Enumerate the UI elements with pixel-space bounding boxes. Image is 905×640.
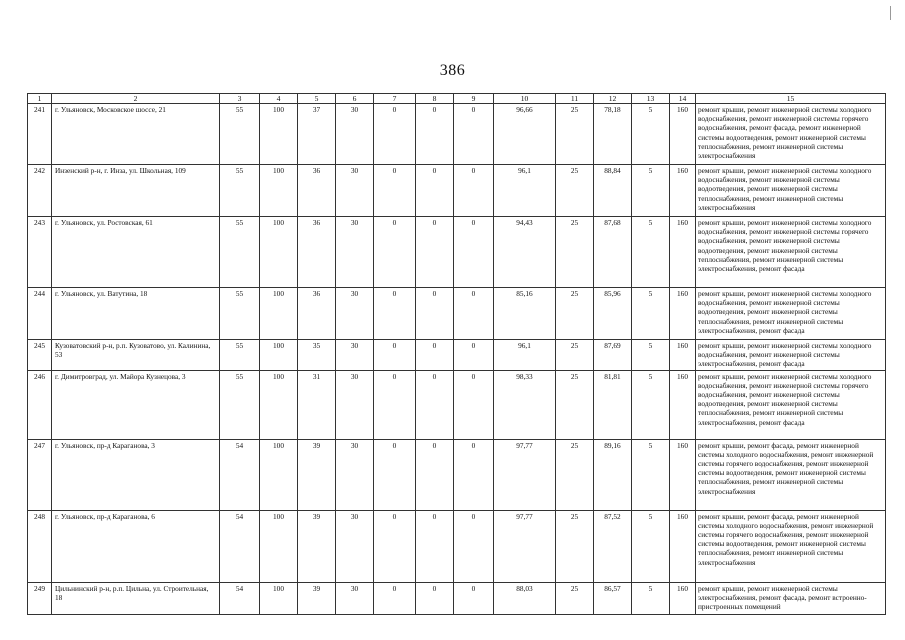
cell-col-12: 89,16: [594, 439, 632, 510]
cell-col-14: 160: [670, 340, 696, 371]
cell-works-list: ремонт крыши, ремонт инженерной системы холодного водоснабжения, ремонт инженерной системы горячего водоснабжения, ремонт инженерной системы водоотведения, ремонт инженерной системы теплоснабжения, ремонт инженерной системы электроснабжения, ремонт фасада: [696, 217, 886, 288]
cell-col-9: 0: [454, 439, 494, 510]
cell-address: г. Ульяновск, пр-д Караганова, 3: [52, 439, 220, 510]
cell-col-7: 0: [374, 340, 416, 371]
cell-row-number: 246: [28, 370, 52, 439]
cell-col-5: 39: [298, 582, 336, 614]
cell-col-3: 54: [220, 582, 260, 614]
cell-col-3: 55: [220, 370, 260, 439]
cell-col-10: 85,16: [494, 288, 556, 340]
cell-col-10: 97,77: [494, 439, 556, 510]
table-row: [28, 340, 886, 371]
cell-col-9: 0: [454, 165, 494, 217]
cell-col-7: 0: [374, 582, 416, 614]
cell-col-7: 0: [374, 370, 416, 439]
cell-col-11: 25: [556, 510, 594, 582]
cell-col-11: 25: [556, 165, 594, 217]
cell-col-8: 0: [416, 165, 454, 217]
cell-works-list: ремонт крыши, ремонт инженерной системы холодного водоснабжения, ремонт инженерной системы горячего водоснабжения, ремонт фасада, ремонт инженерной системы водоотведения, ремонт инженерной системы теплоснабжения, ремонт инженерной системы электроснабжения: [696, 104, 886, 165]
column-header-4: 4: [260, 94, 298, 104]
cell-row-number: 248: [28, 510, 52, 582]
cell-col-14: 160: [670, 288, 696, 340]
cell-col-6: 30: [336, 288, 374, 340]
cell-works-list: ремонт крыши, ремонт инженерной системы электроснабжения, ремонт фасада, ремонт встроенно-пристроенных помещений: [696, 582, 886, 614]
cell-col-13: 5: [632, 288, 670, 340]
cell-col-4: 100: [260, 217, 298, 288]
table-header: [28, 94, 886, 104]
cell-works-list: ремонт крыши, ремонт инженерной системы холодного водоснабжения, ремонт инженерной системы водоотведения, ремонт инженерной системы теплоснабжения, ремонт инженерной системы электроснабжения, ремонт фасада: [696, 288, 886, 340]
column-header-9: 9: [454, 94, 494, 104]
column-header-2: 2: [52, 94, 220, 104]
cell-col-8: 0: [416, 340, 454, 371]
column-header-6: 6: [336, 94, 374, 104]
cell-address: Цильнинский р-н, р.п. Цильна, ул. Строительная, 18: [52, 582, 220, 614]
page-number: 386: [439, 62, 466, 79]
cell-col-9: 0: [454, 582, 494, 614]
cell-row-number: 241: [28, 104, 52, 165]
cell-col-12: 78,18: [594, 104, 632, 165]
cell-col-3: 55: [220, 340, 260, 371]
cell-col-12: 87,68: [594, 217, 632, 288]
column-header-14: 14: [670, 94, 696, 104]
cell-col-3: 55: [220, 288, 260, 340]
corner-mark: [890, 6, 891, 20]
cell-col-5: 39: [298, 439, 336, 510]
cell-col-3: 55: [220, 104, 260, 165]
cell-col-6: 30: [336, 582, 374, 614]
cell-col-8: 0: [416, 439, 454, 510]
cell-col-14: 160: [670, 370, 696, 439]
cell-col-14: 160: [670, 439, 696, 510]
cell-col-11: 25: [556, 340, 594, 371]
column-header-1: 1: [28, 94, 52, 104]
cell-col-9: 0: [454, 288, 494, 340]
cell-col-12: 86,57: [594, 582, 632, 614]
cell-col-3: 54: [220, 439, 260, 510]
table-row: [28, 582, 886, 614]
column-header-15: 15: [696, 94, 886, 104]
cell-row-number: 243: [28, 217, 52, 288]
column-header-11: 11: [556, 94, 594, 104]
cell-col-6: 30: [336, 165, 374, 217]
cell-col-11: 25: [556, 288, 594, 340]
cell-works-list: ремонт крыши, ремонт фасада, ремонт инженерной системы холодного водоснабжения, ремонт инженерной системы горячего водоснабжения, ремонт инженерной системы водоотведения, ремонт инженерной системы теплоснабжения, ремонт инженерной системы электроснабжения: [696, 510, 886, 582]
cell-works-list: ремонт крыши, ремонт инженерной системы холодного водоснабжения, ремонт инженерной системы электроснабжения, ремонт фасада: [696, 340, 886, 371]
cell-row-number: 245: [28, 340, 52, 371]
cell-address: Инзенский р-н, г. Инза, ул. Школьная, 109: [52, 165, 220, 217]
cell-col-13: 5: [632, 165, 670, 217]
cell-col-10: 96,66: [494, 104, 556, 165]
table-row: [28, 370, 886, 439]
table-row: [28, 439, 886, 510]
cell-col-6: 30: [336, 439, 374, 510]
column-header-10: 10: [494, 94, 556, 104]
cell-col-7: 0: [374, 217, 416, 288]
cell-col-14: 160: [670, 582, 696, 614]
cell-col-7: 0: [374, 439, 416, 510]
column-header-5: 5: [298, 94, 336, 104]
cell-col-8: 0: [416, 288, 454, 340]
cell-col-11: 25: [556, 370, 594, 439]
cell-col-14: 160: [670, 217, 696, 288]
cell-col-13: 5: [632, 439, 670, 510]
cell-works-list: ремонт крыши, ремонт инженерной системы холодного водоснабжения, ремонт инженерной системы водоотведения, ремонт инженерной системы теплоснабжения, ремонт инженерной системы электроснабжения: [696, 165, 886, 217]
header-row: [28, 94, 886, 104]
table-row: [28, 288, 886, 340]
cell-address: г. Ульяновск, Московское шоссе, 21: [52, 104, 220, 165]
cell-col-7: 0: [374, 104, 416, 165]
cell-col-6: 30: [336, 217, 374, 288]
cell-col-7: 0: [374, 165, 416, 217]
cell-col-4: 100: [260, 165, 298, 217]
cell-col-12: 87,69: [594, 340, 632, 371]
cell-col-4: 100: [260, 370, 298, 439]
cell-col-7: 0: [374, 288, 416, 340]
cell-col-9: 0: [454, 217, 494, 288]
cell-col-6: 30: [336, 104, 374, 165]
cell-col-10: 97,77: [494, 510, 556, 582]
cell-col-6: 30: [336, 340, 374, 371]
cell-col-5: 36: [298, 217, 336, 288]
cell-row-number: 249: [28, 582, 52, 614]
works-table: [27, 93, 886, 615]
column-header-12: 12: [594, 94, 632, 104]
cell-col-3: 55: [220, 165, 260, 217]
cell-col-14: 160: [670, 510, 696, 582]
cell-col-4: 100: [260, 104, 298, 165]
cell-col-13: 5: [632, 340, 670, 371]
cell-col-10: 94,43: [494, 217, 556, 288]
cell-col-11: 25: [556, 217, 594, 288]
cell-col-11: 25: [556, 439, 594, 510]
cell-col-9: 0: [454, 370, 494, 439]
cell-works-list: ремонт крыши, ремонт инженерной системы холодного водоснабжения, ремонт инженерной системы горячего водоснабжения, ремонт инженерной системы водоотведения, ремонт инженерной системы теплоснабжения, ремонт инженерной системы электроснабжения, ремонт фасада: [696, 370, 886, 439]
cell-col-4: 100: [260, 340, 298, 371]
cell-col-13: 5: [632, 510, 670, 582]
cell-col-5: 36: [298, 288, 336, 340]
cell-col-14: 160: [670, 165, 696, 217]
cell-col-4: 100: [260, 582, 298, 614]
column-header-13: 13: [632, 94, 670, 104]
cell-col-8: 0: [416, 104, 454, 165]
cell-col-13: 5: [632, 370, 670, 439]
cell-col-10: 96,1: [494, 165, 556, 217]
cell-address: г. Ульяновск, ул. Ватутина, 18: [52, 288, 220, 340]
cell-col-13: 5: [632, 217, 670, 288]
cell-col-8: 0: [416, 217, 454, 288]
table-row: [28, 510, 886, 582]
cell-row-number: 247: [28, 439, 52, 510]
cell-col-7: 0: [374, 510, 416, 582]
column-header-8: 8: [416, 94, 454, 104]
cell-row-number: 244: [28, 288, 52, 340]
table-body: [28, 104, 886, 615]
cell-address: Кузоватовский р-н, р.п. Кузоватово, ул. Калинина, 53: [52, 340, 220, 371]
cell-col-10: 98,33: [494, 370, 556, 439]
cell-address: г. Ульяновск, пр-д Караганова, 6: [52, 510, 220, 582]
cell-col-12: 88,84: [594, 165, 632, 217]
cell-col-6: 30: [336, 370, 374, 439]
table-row: [28, 104, 886, 165]
cell-col-14: 160: [670, 104, 696, 165]
cell-works-list: ремонт крыши, ремонт фасада, ремонт инженерной системы холодного водоснабжения, ремонт инженерной системы горячего водоснабжения, ремонт инженерной системы водоотведения, ремонт инженерной системы теплоснабжения, ремонт инженерной системы электроснабжения: [696, 439, 886, 510]
cell-col-4: 100: [260, 510, 298, 582]
cell-col-11: 25: [556, 104, 594, 165]
table-row: [28, 217, 886, 288]
cell-col-3: 55: [220, 217, 260, 288]
cell-col-3: 54: [220, 510, 260, 582]
cell-col-9: 0: [454, 340, 494, 371]
cell-col-10: 88,03: [494, 582, 556, 614]
cell-col-9: 0: [454, 510, 494, 582]
cell-col-9: 0: [454, 104, 494, 165]
cell-col-8: 0: [416, 370, 454, 439]
cell-col-6: 30: [336, 510, 374, 582]
cell-col-8: 0: [416, 582, 454, 614]
cell-address: г. Ульяновск, ул. Ростовская, 61: [52, 217, 220, 288]
cell-col-5: 37: [298, 104, 336, 165]
cell-col-12: 87,52: [594, 510, 632, 582]
cell-col-5: 35: [298, 340, 336, 371]
cell-row-number: 242: [28, 165, 52, 217]
cell-col-4: 100: [260, 439, 298, 510]
cell-col-13: 5: [632, 582, 670, 614]
table-row: [28, 165, 886, 217]
cell-col-11: 25: [556, 582, 594, 614]
cell-col-13: 5: [632, 104, 670, 165]
works-table-container: [27, 93, 885, 615]
cell-address: г. Димитровград, ул. Майора Кузнецова, 3: [52, 370, 220, 439]
cell-col-5: 36: [298, 165, 336, 217]
cell-col-12: 85,96: [594, 288, 632, 340]
cell-col-5: 31: [298, 370, 336, 439]
column-header-3: 3: [220, 94, 260, 104]
cell-col-4: 100: [260, 288, 298, 340]
cell-col-5: 39: [298, 510, 336, 582]
cell-col-10: 96,1: [494, 340, 556, 371]
column-header-7: 7: [374, 94, 416, 104]
cell-col-12: 81,81: [594, 370, 632, 439]
cell-col-8: 0: [416, 510, 454, 582]
